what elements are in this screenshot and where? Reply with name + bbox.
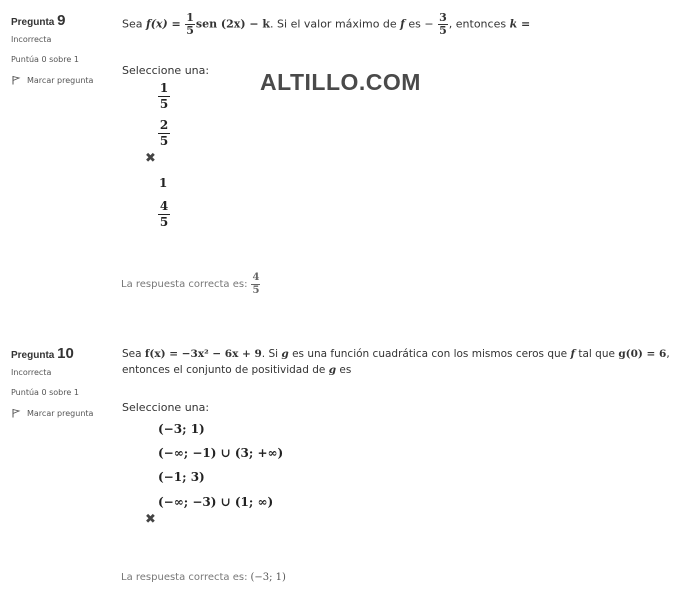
frac-den: 5: [159, 97, 169, 111]
flag-icon: [11, 75, 21, 85]
frac-den: 5: [159, 134, 169, 148]
question-text-10: [122, 346, 670, 378]
math-fx: f(x) = −3x² − 6x + 9: [144, 348, 262, 360]
question-num: 10: [57, 345, 74, 362]
question-state: Incorrecta: [11, 35, 52, 44]
question-num: 9: [57, 12, 66, 29]
math-fn-body: sen (2x) − k: [195, 17, 271, 31]
answer-option-2[interactable]: [158, 118, 170, 149]
question-grade: Puntúa 0 sobre 1: [11, 388, 79, 397]
question-info-9: [11, 12, 111, 85]
text-mid3: tal que: [578, 348, 615, 360]
text-end: ,: [666, 348, 670, 360]
math-g: g: [281, 348, 289, 360]
flag-question-link[interactable]: [11, 75, 111, 85]
frac-den: 5: [159, 215, 169, 229]
frac-num: 1: [159, 81, 169, 95]
text-line2b: es: [339, 364, 352, 376]
math-g0: g(0) = 6: [618, 348, 667, 360]
frac-num: 4: [252, 272, 260, 283]
frac-den: 5: [186, 24, 194, 37]
text-mid: . Si: [261, 348, 279, 360]
answer-option-4[interactable]: (−∞; −3) ∪ (1; ∞): [158, 495, 274, 509]
frac-num: 2: [159, 118, 169, 132]
text-es: es −: [408, 17, 434, 31]
answer-option-1[interactable]: [158, 81, 170, 112]
text-intro: Sea: [122, 348, 142, 360]
incorrect-mark-icon: ✖: [145, 512, 156, 527]
answer-option-3[interactable]: (−1; 3): [158, 470, 205, 484]
feedback-prefix: La respuesta correcta es:: [121, 572, 248, 583]
math-max-fraction: [438, 12, 448, 37]
answer-option-1[interactable]: (−3; 1): [158, 422, 205, 436]
text-line2a: entonces el conjunto de positividad de: [122, 364, 326, 376]
flag-label: Marcar pregunta: [27, 75, 94, 85]
math-f: f: [570, 348, 576, 360]
flag-icon: [11, 408, 21, 418]
math-f: f: [400, 17, 405, 31]
flag-question-link[interactable]: [11, 408, 111, 418]
question-label: Pregunta: [11, 17, 55, 28]
frac-den: 5: [252, 285, 260, 296]
frac-num: 4: [159, 199, 169, 213]
text-mid2: es una función cuadrática con los mismos ceros que: [292, 348, 568, 360]
select-prompt: Seleccione una:: [122, 64, 210, 77]
incorrect-mark-icon: ✖: [145, 151, 156, 166]
question-number: [11, 345, 111, 362]
text-end: , entonces: [448, 17, 507, 31]
question-text-9: [122, 12, 530, 37]
correct-answer-value: (−3; 1): [250, 572, 286, 583]
frac-num: 3: [439, 11, 447, 24]
answer-option-3[interactable]: 1: [159, 176, 168, 190]
watermark: ALTILLO.COM: [260, 69, 421, 95]
math-k: k =: [509, 17, 531, 31]
question-info-10: [11, 345, 111, 418]
math-fx: f(x) =: [146, 17, 181, 31]
question-number: [11, 12, 111, 29]
question-label: Pregunta: [11, 350, 55, 361]
answer-option-4[interactable]: [158, 199, 170, 230]
question-grade: Puntúa 0 sobre 1: [11, 55, 79, 64]
question-state: Incorrecta: [11, 368, 52, 377]
math-g: g: [328, 364, 337, 376]
frac-num: 1: [186, 11, 194, 24]
text-mid: . Si el valor máximo de: [270, 17, 397, 31]
frac-den: 5: [439, 24, 447, 37]
flag-label: Marcar pregunta: [27, 408, 94, 418]
correct-answer-fraction: [251, 272, 260, 297]
correct-answer-feedback: [121, 572, 286, 583]
question-line-2: [122, 362, 670, 378]
correct-answer-feedback: [121, 272, 261, 297]
question-line-1: [122, 346, 670, 362]
select-prompt: Seleccione una:: [122, 401, 210, 414]
answer-option-2[interactable]: (−∞; −1) ∪ (3; +∞): [158, 446, 284, 460]
math-coef-fraction: [185, 12, 195, 37]
text-intro: Sea: [122, 17, 143, 31]
feedback-prefix: La respuesta correcta es:: [121, 279, 248, 290]
